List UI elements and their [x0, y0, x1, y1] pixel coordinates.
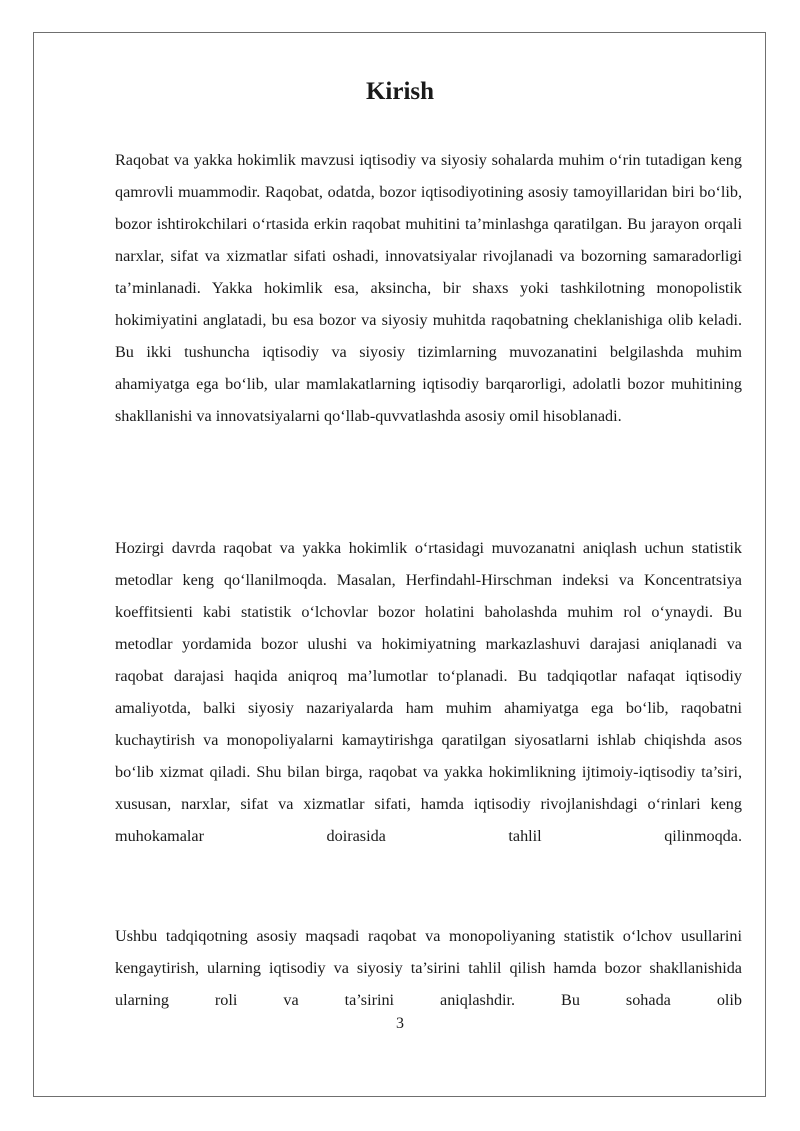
paragraph-2: Hozirgi davrda raqobat va yakka hokimlik o‘rtasidagi muvozanatni aniqlash uchun statistik metodlar keng qo‘llanilmoqda. Masalan, Herfindahl-Hirschman indeksi va Koncentratsiya koeffitsienti kabi statistik o‘lchovlar bozor holatini baholashda muhim rol o‘ynaydi. Bu metodlar yordamida bozor ulushi va hokimiyatning markazlashuvi darajasi aniqlanadi va raqobat darajasi haqida aniqroq ma’lumotlar to‘planadi. Bu tadqiqotlar nafaqat iqtisodiy amaliyotda, balki siyosiy nazariyalarda ham muhim ahamiyatga ega bo‘lib, raqobatni kuchaytirish va monopoliyalarni kamaytirishga qaratilgan siyosatlarni ishlab chiqishda asos bo‘lib xizmat qiladi. Shu bilan birga, raqobat va yakka hokimlikning ijtimoiy-iqtisodiy ta’siri, xususan, narxlar, sifat va xizmatlar sifati, hamda iqtisodiy rivojlanishdagi o‘rinlari keng muhokamalar doirasida tahlil qilinmoqda.	[115, 539, 742, 845]
paragraph-3: Ushbu tadqiqotning asosiy maqsadi raqobat va monopoliyaning statistik o‘lchov usullarini kengaytirish, ularning iqtisodiy va siyosiy ta’sirini tahlil qilish hamda bozor shakllanishida ularning roli va ta’sirini aniqlashdir. Bu sohada olib	[115, 927, 742, 1009]
page-number: 3	[396, 1015, 404, 1032]
paragraph-1: Raqobat va yakka hokimlik mavzusi iqtisodiy va siyosiy sohalarda muhim o‘rin tutadigan keng qamrovli muammodir. Raqobat, odatda, bozor iqtisodiyotining asosiy tamoyillaridan biri bo‘lib, bozor ishtirokchilari o‘rtasida erkin raqobat muhitini ta’minlashga qaratilgan. Bu jarayon orqali narxlar, sifat va xizmatlar sifati oshadi, innovatsiyalar rivojlanadi va bozorning samaradorligi ta’minlanadi. Yakka hokimlik esa, aksincha, bir shaxs yoki tashkilotning monopolistik hokimiyatini anglatadi, bu esa bozor va siyosiy muhitda raqobatning cheklanishiga olib keladi. Bu ikki tushuncha iqtisodiy va siyosiy tizimlarning muvozanatini belgilashda muhim ahamiyatga ega bo‘lib, ular mamlakatlarning iqtisodiy barqarorligi, adolatli bozor muhitining shakllanishi va innovatsiyalarni qo‘llab-quvvatlashda asosiy omil hisoblanadi.	[115, 151, 742, 425]
page-title: Kirish	[365, 78, 435, 105]
